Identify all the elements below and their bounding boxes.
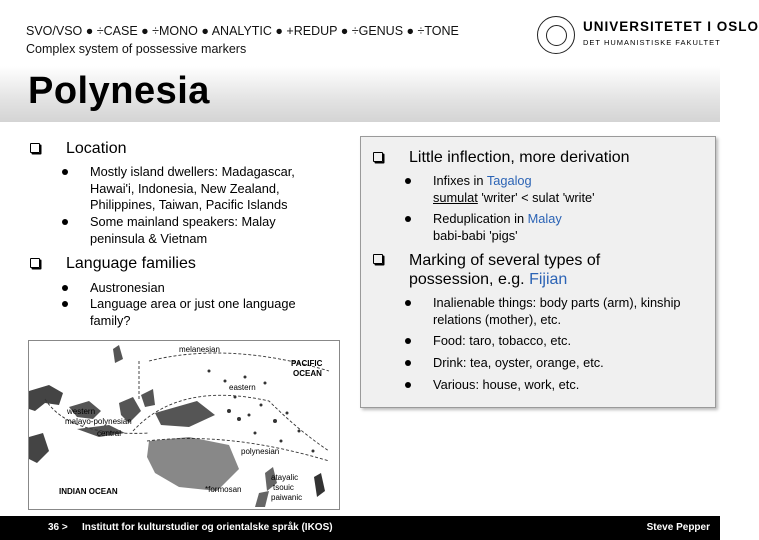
map-label: melanesian <box>179 345 220 354</box>
map-label: paiwanic <box>271 493 303 502</box>
logo-name: UNIVERSITETET I OSLO <box>583 19 759 34</box>
bullet-icon <box>405 300 411 306</box>
footer-bar <box>0 516 720 540</box>
map-label: OCEAN <box>293 369 322 378</box>
possession-heading-row <box>373 251 703 291</box>
university-logo <box>537 16 759 54</box>
inflection-heading: Little inflection, more derivation <box>409 149 630 166</box>
location-heading: Location <box>66 140 127 157</box>
checkbox-bullet-icon <box>30 258 40 268</box>
bullet-icon <box>405 382 411 388</box>
checkbox-bullet-icon <box>373 254 383 264</box>
bullet-icon <box>62 285 68 291</box>
inflection-heading-row <box>373 149 703 169</box>
map-label: atayalic <box>271 473 299 482</box>
right-panel: Little inflection, more derivation Infixes in Tagalog sumulat 'writer' < sulat 'write' Reduplication in Malay babi-babi 'pigs' Marking of several types of possession, e.g. Fijian Inalienable things: body parts (arm), kinship relations (mother), etc. Food: taro, tobacco, etc. Drink: tea, oyster, orange, etc. Various: house, work, etc. <box>360 136 716 408</box>
map-label: western <box>67 407 96 416</box>
bullet-icon <box>62 219 68 225</box>
location-heading-row <box>30 140 330 160</box>
families-heading-row <box>30 255 330 275</box>
map-label: central <box>97 429 122 438</box>
bullet-icon <box>405 178 411 184</box>
bullet-icon <box>62 169 68 175</box>
language-name: Fijian <box>529 271 568 288</box>
bullet-icon <box>405 216 411 222</box>
map-label: *formosan <box>205 485 242 494</box>
slide-subtitle: Complex system of possessive markers <box>26 42 247 56</box>
map-label: PACIFIC <box>291 359 323 368</box>
possession-heading: Marking of several types of possession, e.g. Fijian <box>409 252 601 288</box>
slide-title: Polynesia <box>28 70 210 112</box>
checkbox-bullet-icon <box>373 152 383 162</box>
checkbox-bullet-icon <box>30 143 40 153</box>
author-name: Steve Pepper <box>646 522 710 533</box>
bullet-icon <box>405 360 411 366</box>
bullet-icon <box>405 338 411 344</box>
typology-tagline: SVO/VSO ● ÷CASE ● ÷MONO ● ANALYTIC ● +REDUP ● ÷GENUS ● ÷TONE <box>26 24 459 38</box>
map-label: eastern <box>229 383 256 392</box>
institute-name: Institutt for kulturstudier og orientalske språk (IKOS) <box>82 522 333 533</box>
logo-faculty: DET HUMANISTISKE FAKULTET <box>583 38 721 47</box>
map-label: tsouic <box>273 483 294 492</box>
map-label: INDIAN OCEAN <box>59 487 118 496</box>
austronesian-map <box>28 340 340 510</box>
map-label: polynesian <box>241 447 280 456</box>
language-name: Malay <box>527 211 562 226</box>
page-number: 36 > <box>48 522 68 533</box>
language-name: Tagalog <box>486 173 532 188</box>
bullet-icon <box>62 301 68 307</box>
map-label: malayo-polynesian <box>65 417 132 426</box>
families-heading: Language families <box>66 255 196 272</box>
university-seal-icon <box>537 16 575 54</box>
header-text <box>26 22 459 58</box>
